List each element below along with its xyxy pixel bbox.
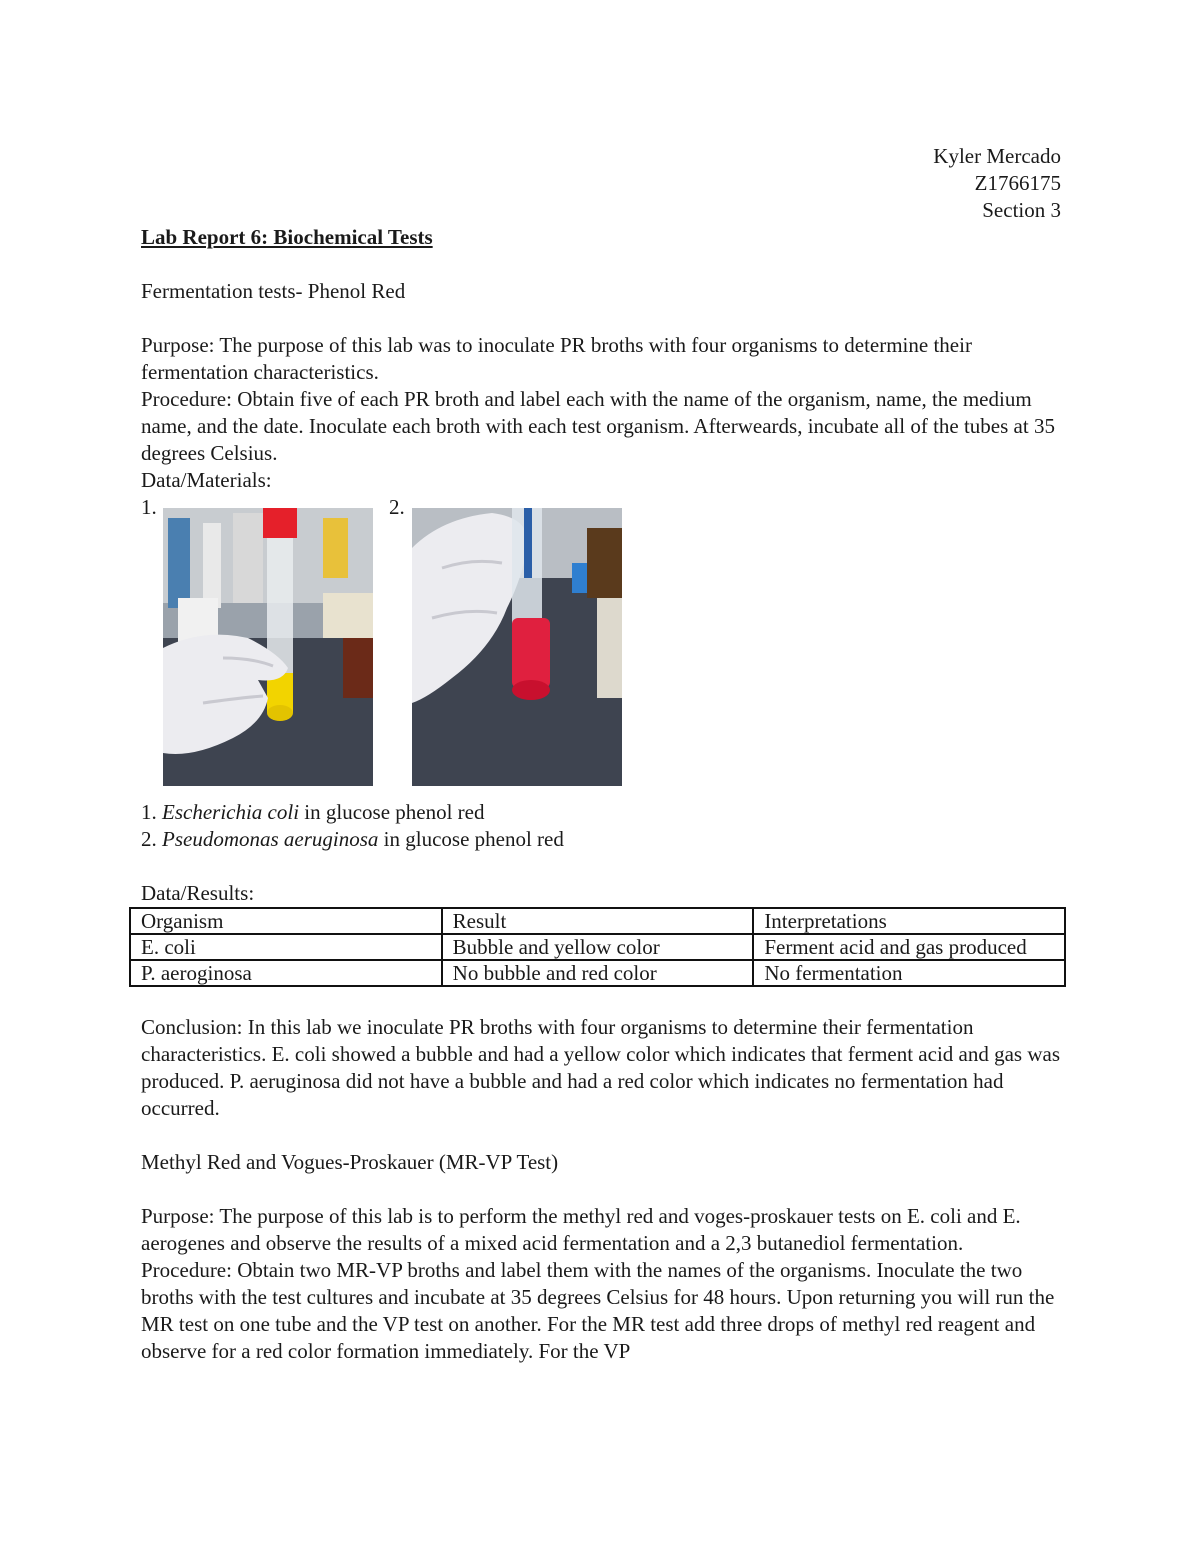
- table-cell: Ferment acid and gas produced: [753, 934, 1065, 960]
- table-cell: No bubble and red color: [442, 960, 754, 986]
- header-interpretations: Interpretations: [753, 908, 1065, 934]
- figure-2-organism: Pseudomonas aeruginosa: [162, 827, 379, 851]
- figure-2-caption: 2. Pseudomonas aeruginosa in glucose phenol red: [141, 827, 564, 851]
- fermentation-procedure: Procedure: Obtain five of each PR broth and label each with the name of the organism, name, the medium name, and the date. Inoculate each broth with each test organism. Afterweards, incubate all of the tubes at 35 degrees Celsius.: [141, 387, 1055, 465]
- report-body: [141, 143, 1061, 1365]
- table-row: [130, 934, 1065, 960]
- results-label: Data/Results:: [141, 881, 255, 905]
- table-row: [130, 960, 1065, 986]
- fermentation-heading: Fermentation tests- Phenol Red: [141, 279, 406, 303]
- table-header-row: [130, 908, 1065, 934]
- header-result: Result: [442, 908, 754, 934]
- mrvp-procedure: Procedure: Obtain two MR-VP broths and label them with the names of the organisms. Inoculate the two broths with the test cultures and incubate at 35 degrees Celsius for 48 hours. Upon returning you will run the MR test on one tube and the VP test on another. For the MR test add three drops of methyl red reagent and observe for a red color formation immediately. For the VP: [141, 1258, 1055, 1363]
- header-organism: Organism: [130, 908, 442, 934]
- table-cell: Bubble and yellow color: [442, 934, 754, 960]
- figure-1-caption: 1. Escherichia coli in glucose phenol red: [141, 800, 485, 824]
- materials-label: Data/Materials:: [141, 468, 272, 492]
- figure-1-organism: Escherichia coli: [162, 800, 300, 824]
- photo-ecoli-yellow-tube: [163, 508, 373, 786]
- section-number: Section 3: [982, 198, 1061, 222]
- figure-1-number: 1.: [141, 495, 157, 519]
- fermentation-purpose: Purpose: The purpose of this lab was to inoculate PR broths with four organisms to determine their fermentation characteristics.: [141, 333, 972, 384]
- table-cell: E. coli: [130, 934, 442, 960]
- fermentation-conclusion: Conclusion: In this lab we inoculate PR broths with four organisms to determine their fermentation characteristics. E. coli showed a bubble and had a yellow color which indicates that ferment acid and gas was produced. P. aeruginosa did not have a bubble and had a red color which indicates no fermentation had occurred.: [141, 1015, 1061, 1120]
- mrvp-heading: Methyl Red and Vogues-Proskauer (MR-VP Test): [141, 1150, 559, 1174]
- photo-paeruginosa-red-tube: [412, 508, 622, 786]
- author-block: [141, 143, 1061, 224]
- mrvp-purpose: Purpose: The purpose of this lab is to perform the methyl red and voges-proskauer tests on E. coli and E. aerogenes and observe the results of a mixed acid fermentation and a 2,3 butanediol fermentation.: [141, 1204, 1021, 1255]
- figure-2-number: 2.: [389, 495, 405, 519]
- student-id: Z1766175: [974, 171, 1061, 195]
- report-title: Lab Report 6: Biochemical Tests: [141, 225, 433, 249]
- table-cell: No fermentation: [753, 960, 1065, 986]
- author-name: Kyler Mercado: [933, 144, 1061, 168]
- figure-photos: [141, 521, 1061, 799]
- results-table: [129, 907, 1066, 987]
- table-cell: P. aeroginosa: [130, 960, 442, 986]
